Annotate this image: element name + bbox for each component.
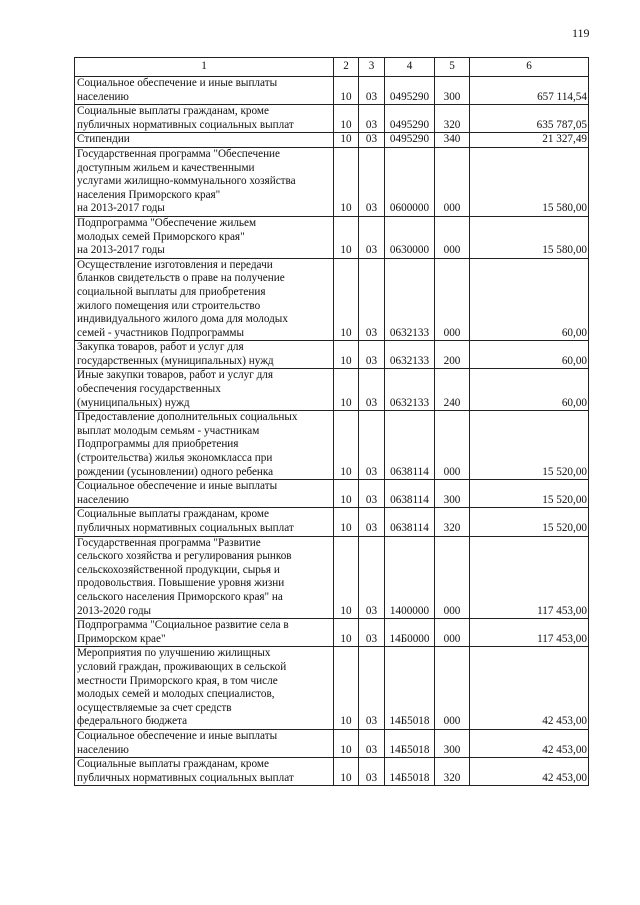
- row-description: Социальное обеспечение и иные выплаты населению: [75, 77, 334, 105]
- row-description: Осуществление изготовления и передачи бланков свидетельств о праве на получение социальной выплаты для приобретения жилого помещения или строительство индивидуального жилого дома для молодых семей - участников Подпрограммы: [75, 258, 334, 341]
- table-row: [75, 77, 589, 105]
- column-header: 6: [470, 58, 589, 77]
- column-header: 4: [385, 58, 435, 77]
- expense-type-code: 340: [435, 133, 470, 148]
- expense-type-code: 240: [435, 369, 470, 411]
- table-row: [75, 341, 589, 369]
- target-article-code: 0632133: [385, 341, 435, 369]
- expense-type-code: 000: [435, 216, 470, 258]
- expense-type-code: 320: [435, 105, 470, 133]
- target-article-code: 14Б0000: [385, 619, 435, 647]
- target-article-code: 0495290: [385, 77, 435, 105]
- amount: 15 520,00: [470, 480, 589, 508]
- subsection-code: 03: [359, 508, 385, 536]
- section-code: 10: [334, 411, 359, 480]
- expense-type-code: 200: [435, 341, 470, 369]
- amount: 21 327,49: [470, 133, 589, 148]
- budget-table: [74, 57, 589, 786]
- subsection-code: 03: [359, 77, 385, 105]
- target-article-code: 0495290: [385, 105, 435, 133]
- section-code: 10: [334, 147, 359, 216]
- column-header: 2: [334, 58, 359, 77]
- amount: 42 453,00: [470, 729, 589, 757]
- expense-type-code: 320: [435, 758, 470, 786]
- subsection-code: 03: [359, 216, 385, 258]
- expense-type-code: 000: [435, 411, 470, 480]
- table-row: [75, 133, 589, 148]
- expense-type-code: 000: [435, 258, 470, 341]
- table-row: [75, 647, 589, 730]
- row-description: Государственная программа "Обеспечение доступным жильем и качественными услугами жилищно-коммунального хозяйства населения Приморского края" на 2013-2017 годы: [75, 147, 334, 216]
- section-code: 10: [334, 758, 359, 786]
- amount: 15 580,00: [470, 216, 589, 258]
- row-description: Мероприятия по улучшению жилищных условий граждан, проживающих в сельской местности Приморского края, в том числе молодых семей и молодых специалистов, осуществляемые за счет средств федерального бюджета: [75, 647, 334, 730]
- section-code: 10: [334, 216, 359, 258]
- target-article-code: 0630000: [385, 216, 435, 258]
- expense-type-code: 000: [435, 536, 470, 619]
- row-description: Иные закупки товаров, работ и услуг для обеспечения государственных (муниципальных) нужд: [75, 369, 334, 411]
- table-row: [75, 758, 589, 786]
- expense-type-code: 000: [435, 619, 470, 647]
- expense-type-code: 000: [435, 647, 470, 730]
- expense-type-code: 300: [435, 77, 470, 105]
- amount: 117 453,00: [470, 536, 589, 619]
- table-row: [75, 508, 589, 536]
- section-code: 10: [334, 536, 359, 619]
- expense-type-code: 300: [435, 480, 470, 508]
- table-row: [75, 411, 589, 480]
- section-code: 10: [334, 619, 359, 647]
- target-article-code: 1400000: [385, 536, 435, 619]
- section-code: 10: [334, 729, 359, 757]
- subsection-code: 03: [359, 619, 385, 647]
- section-code: 10: [334, 77, 359, 105]
- target-article-code: 0638114: [385, 480, 435, 508]
- amount: 117 453,00: [470, 619, 589, 647]
- section-code: 10: [334, 258, 359, 341]
- amount: 42 453,00: [470, 647, 589, 730]
- subsection-code: 03: [359, 758, 385, 786]
- target-article-code: 0632133: [385, 369, 435, 411]
- target-article-code: 14Б5018: [385, 647, 435, 730]
- expense-type-code: 300: [435, 729, 470, 757]
- column-header: 5: [435, 58, 470, 77]
- amount: 15 580,00: [470, 147, 589, 216]
- expense-type-code: 000: [435, 147, 470, 216]
- subsection-code: 03: [359, 411, 385, 480]
- target-article-code: 0600000: [385, 147, 435, 216]
- subsection-code: 03: [359, 258, 385, 341]
- section-code: 10: [334, 508, 359, 536]
- amount: 15 520,00: [470, 508, 589, 536]
- table-row: [75, 729, 589, 757]
- page-number: 119: [572, 26, 590, 40]
- section-code: 10: [334, 105, 359, 133]
- row-description: Социальные выплаты гражданам, кроме публичных нормативных социальных выплат: [75, 105, 334, 133]
- target-article-code: 0638114: [385, 411, 435, 480]
- row-description: Социальное обеспечение и иные выплаты населению: [75, 480, 334, 508]
- amount: 42 453,00: [470, 758, 589, 786]
- row-description: Государственная программа "Развитие сельского хозяйства и регулирования рынков сельскохозяйственной продукции, сырья и продовольствия. Повышение уровня жизни сельского населения Приморского края" на 2013-2020 годы: [75, 536, 334, 619]
- subsection-code: 03: [359, 133, 385, 148]
- subsection-code: 03: [359, 729, 385, 757]
- target-article-code: 0638114: [385, 508, 435, 536]
- section-code: 10: [334, 480, 359, 508]
- target-article-code: 0632133: [385, 258, 435, 341]
- amount: 15 520,00: [470, 411, 589, 480]
- amount: 635 787,05: [470, 105, 589, 133]
- row-description: Социальные выплаты гражданам, кроме публичных нормативных социальных выплат: [75, 758, 334, 786]
- row-description: Стипендии: [75, 133, 334, 148]
- subsection-code: 03: [359, 647, 385, 730]
- subsection-code: 03: [359, 480, 385, 508]
- table-row: [75, 369, 589, 411]
- section-code: 10: [334, 369, 359, 411]
- row-description: Подпрограмма "Социальное развитие села в Приморском крае": [75, 619, 334, 647]
- table-row: [75, 619, 589, 647]
- row-description: Социальные выплаты гражданам, кроме публичных нормативных социальных выплат: [75, 508, 334, 536]
- row-description: Социальное обеспечение и иные выплаты населению: [75, 729, 334, 757]
- target-article-code: 0495290: [385, 133, 435, 148]
- amount: 60,00: [470, 258, 589, 341]
- table-row: [75, 480, 589, 508]
- table-row: [75, 216, 589, 258]
- section-code: 10: [334, 133, 359, 148]
- subsection-code: 03: [359, 147, 385, 216]
- subsection-code: 03: [359, 369, 385, 411]
- column-header: 1: [75, 58, 334, 77]
- section-code: 10: [334, 341, 359, 369]
- table-row: [75, 105, 589, 133]
- table-header-row: [75, 58, 589, 77]
- table-row: [75, 536, 589, 619]
- expense-type-code: 320: [435, 508, 470, 536]
- amount: 60,00: [470, 341, 589, 369]
- subsection-code: 03: [359, 341, 385, 369]
- amount: 60,00: [470, 369, 589, 411]
- row-description: Подпрограмма "Обеспечение жильем молодых семей Приморского края" на 2013-2017 годы: [75, 216, 334, 258]
- table-row: [75, 147, 589, 216]
- section-code: 10: [334, 647, 359, 730]
- row-description: Предоставление дополнительных социальных выплат молодым семьям - участникам Подпрограммы для приобретения (строительства) жилья экономкласса при рождении (усыновлении) одного ребенка: [75, 411, 334, 480]
- target-article-code: 14Б5018: [385, 729, 435, 757]
- row-description: Закупка товаров, работ и услуг для государственных (муниципальных) нужд: [75, 341, 334, 369]
- table-row: [75, 258, 589, 341]
- subsection-code: 03: [359, 536, 385, 619]
- column-header: 3: [359, 58, 385, 77]
- target-article-code: 14Б5018: [385, 758, 435, 786]
- subsection-code: 03: [359, 105, 385, 133]
- amount: 657 114,54: [470, 77, 589, 105]
